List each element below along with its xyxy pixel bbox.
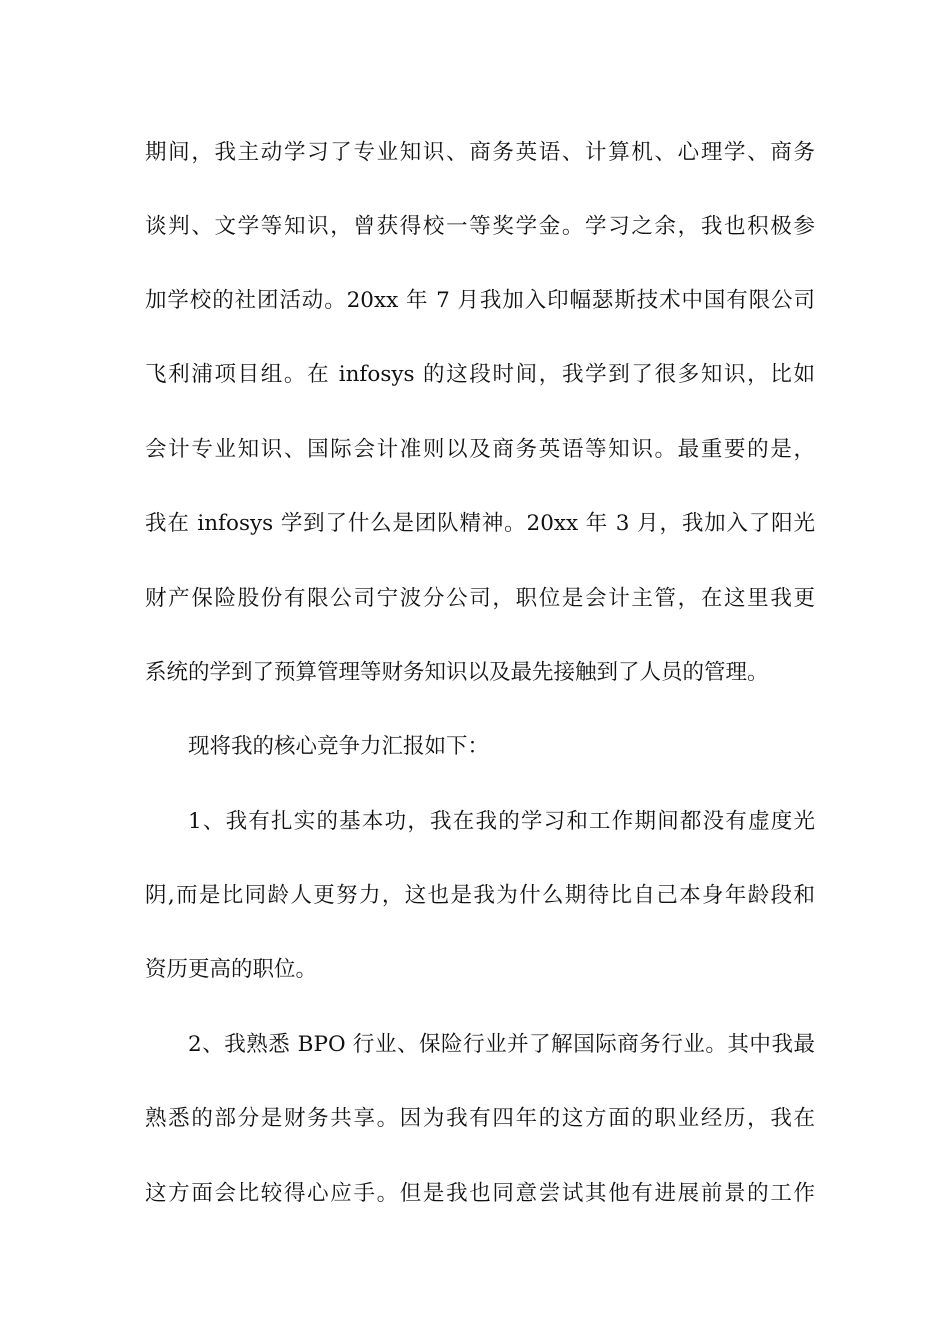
text-line-1: 期间，我主动学习了专业知识、商务英语、计算机、心理学、商务 bbox=[145, 140, 815, 165]
text-line-11: 阴,而是比同龄人更努力，这也是我为什么期待比自己本身年龄段和 bbox=[145, 883, 815, 908]
text-line-12: 资历更高的职位。 bbox=[145, 957, 318, 982]
text-line-4: 飞利浦项目组。在 infosys 的这段时间，我学到了很多知识，比如 bbox=[145, 362, 815, 387]
text-line-15: 这方面会比较得心应手。但是我也同意尝试其他有进展前景的工作 bbox=[145, 1181, 815, 1206]
text-line-7: 财产保险股份有限公司宁波分公司，职位是会计主管，在这里我更 bbox=[145, 586, 815, 611]
text-line-14: 熟悉的部分是财务共享。因为我有四年的这方面的职业经历，我在 bbox=[145, 1106, 815, 1131]
text-line-3: 加学校的社团活动。20xx 年 7 月我加入印幅瑟斯技术中国有限公司 bbox=[145, 288, 815, 313]
text-line-10: 1、我有扎实的基本功，我在我的学习和工作期间都没有虚度光 bbox=[188, 809, 815, 834]
text-line-2: 谈判、文学等知识，曾获得校一等奖学金。学习之余，我也积极参 bbox=[145, 214, 815, 239]
text-line-9: 现将我的核心竞争力汇报如下： bbox=[188, 734, 490, 759]
text-line-6: 我在 infosys 学到了什么是团队精神。20xx 年 3 月，我加入了阳光 bbox=[145, 511, 815, 536]
text-line-8: 系统的学到了预算管理等财务知识以及最先接触到了人员的管理。 bbox=[145, 660, 769, 685]
text-line-13: 2、我熟悉 BPO 行业、保险行业并了解国际商务行业。其中我最 bbox=[188, 1032, 815, 1057]
text-line-5: 会计专业知识、国际会计准则以及商务英语等知识。最重要的是， bbox=[145, 437, 815, 462]
